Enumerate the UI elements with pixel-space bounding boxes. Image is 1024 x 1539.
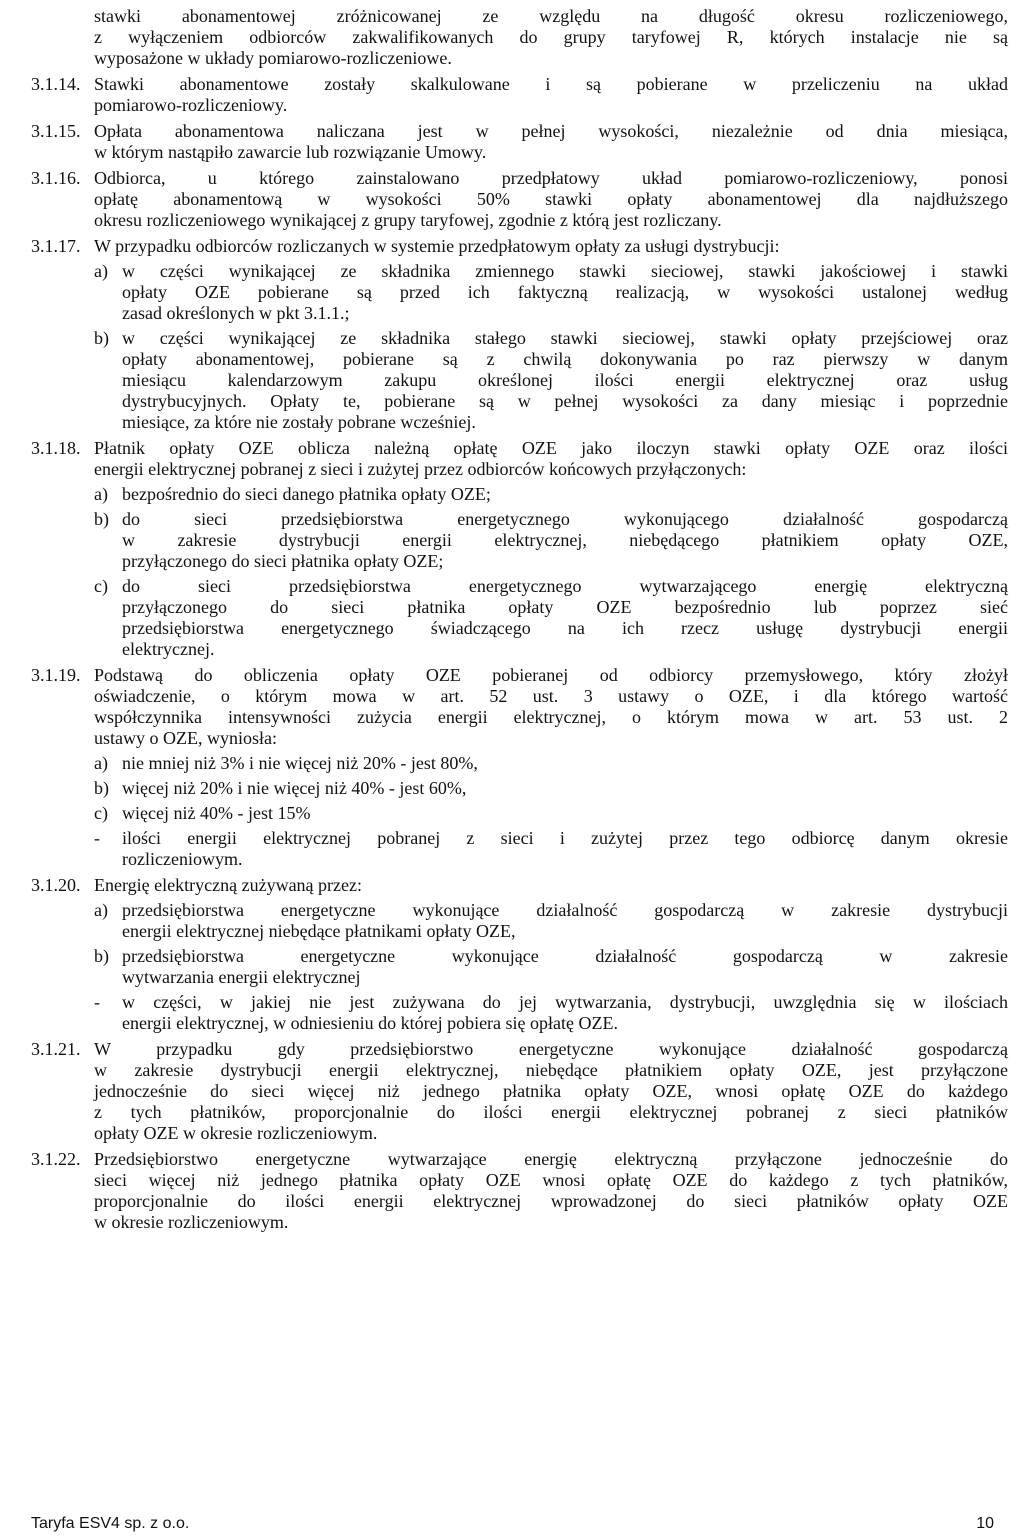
section-line (0, 189, 1024, 210)
list-item-line (0, 261, 1024, 282)
list-item-line (0, 576, 1024, 597)
list-item-line (0, 849, 1024, 870)
text-line: z tych płatników, proporcjonalnie do ilości energii elektrycznej pobranej z sieci płatników (94, 1102, 1008, 1122)
document-body (0, 6, 1024, 1233)
text-line: więcej niż 40% - jest 15% (122, 803, 311, 823)
text-line: Opłata abonamentowa naliczana jest w pełnej wysokości, niezależnie od dnia miesiąca, (94, 121, 1008, 141)
text-line: elektrycznej. (122, 639, 215, 659)
section-number: 3.1.19. (31, 665, 81, 685)
list-marker: b) (94, 778, 109, 798)
paragraph-line (0, 6, 1024, 27)
text-line: w którym nastąpiło zawarcie lub rozwiązanie Umowy. (94, 142, 487, 162)
section-line (0, 438, 1024, 459)
list-item-line (0, 639, 1024, 660)
text-line: Podstawą do obliczenia opłaty OZE pobieranej od odbiorcy przemysłowego, który złożył (94, 665, 1008, 685)
text-line: w okresie rozliczeniowym. (94, 1212, 289, 1232)
list-item-line (0, 484, 1024, 505)
text-line: proporcjonalnie do ilości energii elektrycznej wprowadzonej do sieci płatników opłaty OZE (94, 1191, 1008, 1211)
list-marker: b) (94, 328, 109, 348)
list-item-line (0, 597, 1024, 618)
section-line (0, 1212, 1024, 1233)
paragraph-line (0, 48, 1024, 69)
section-line (0, 686, 1024, 707)
list-marker: b) (94, 946, 109, 966)
section-line (0, 95, 1024, 116)
section-line (0, 74, 1024, 95)
list-item-line (0, 778, 1024, 799)
section-line (0, 459, 1024, 480)
text-line: ilości energii elektrycznej pobranej z sieci i zużytej przez tego odbiorcę danym okresie (122, 828, 1008, 848)
paragraph-line (0, 27, 1024, 48)
text-line: ustawy o OZE, wyniosła: (94, 728, 277, 748)
section-line (0, 707, 1024, 728)
section-line (0, 1123, 1024, 1144)
list-item-line (0, 530, 1024, 551)
section-number: 3.1.15. (31, 121, 81, 141)
text-line: miesiące, za które nie zostały pobrane wcześniej. (122, 412, 476, 432)
text-line: przyłączonego do sieci płatnika opłaty OZE bezpośrednio lub poprzez sieć (122, 597, 1008, 617)
text-line: energii elektrycznej niebędące płatnikami opłaty OZE, (122, 921, 516, 941)
section-line (0, 236, 1024, 257)
list-item-line (0, 1013, 1024, 1034)
text-line: opłaty abonamentowej, pobierane są z chwilą dokonywania po raz pierwszy w danym (122, 349, 1008, 369)
text-line: w zakresie dystrybucji energii elektrycznej, niebędącego płatnikiem opłaty OZE, (122, 530, 1008, 550)
text-line: przyłączonego do sieci płatnika opłaty OZE; (122, 551, 444, 571)
list-marker: a) (94, 484, 108, 504)
text-line: przedsiębiorstwa energetycznego świadczącego na ich rzecz usługę dystrybucji energii (122, 618, 1008, 638)
text-line: w części, w jakiej nie jest zużywana do jej wytwarzania, dystrybucji, uwzględnia się w ilościach (122, 992, 1008, 1012)
text-line: przedsiębiorstwa energetyczne wykonujące działalność gospodarczą w zakresie (122, 946, 1008, 966)
list-item-line (0, 900, 1024, 921)
text-line: współczynnika intensywności zużycia energii elektrycznej, o którym mowa w art. 53 ust. 2 (94, 707, 1008, 727)
text-line: do sieci przedsiębiorstwa energetycznego wytwarzającego energię elektryczną (122, 576, 1008, 596)
list-marker: c) (94, 803, 108, 823)
section-line (0, 1170, 1024, 1191)
text-line: opłaty OZE pobierane są przed ich faktyczną realizacją, w wysokości ustalonej według (122, 282, 1008, 302)
section-number: 3.1.20. (31, 875, 81, 895)
list-item-line (0, 753, 1024, 774)
text-line: Przedsiębiorstwo energetyczne wytwarzające energię elektryczną przyłączone jednocześnie do (94, 1149, 1008, 1169)
text-line: dystrybucyjnych. Opłaty te, pobierane są w pełnej wysokości za dany miesiąc i poprzednie (122, 391, 1008, 411)
text-line: przedsiębiorstwa energetyczne wykonujące działalność gospodarczą w zakresie dystrybucji (122, 900, 1008, 920)
list-marker: c) (94, 576, 108, 596)
list-item-line (0, 282, 1024, 303)
text-line: wytwarzania energii elektrycznej (122, 967, 361, 987)
text-line: miesiącu kalendarzowym zakupu określonej ilości energii elektrycznej oraz usług (122, 370, 1008, 390)
text-line: więcej niż 20% i nie więcej niż 40% - jest 60%, (122, 778, 467, 798)
list-item-line (0, 551, 1024, 572)
section-line (0, 121, 1024, 142)
section-line (0, 875, 1024, 896)
text-line: w zakresie dystrybucji energii elektrycznej, niebędące płatnikiem opłaty OZE, jest przyłączone (94, 1060, 1008, 1080)
text-line: Płatnik opłaty OZE oblicza należną opłatę OZE jako iloczyn stawki opłaty OZE oraz ilości (94, 438, 1008, 458)
list-item-line (0, 349, 1024, 370)
section-number: 3.1.22. (31, 1149, 81, 1169)
section-line (0, 1039, 1024, 1060)
text-line: zasad określonych w pkt 3.1.1.; (122, 303, 350, 323)
section-number: 3.1.16. (31, 168, 81, 188)
section-line (0, 728, 1024, 749)
text-line: pomiarowo-rozliczeniowy. (94, 95, 288, 115)
text-line: w części wynikającej ze składnika stałego stawki sieciowej, stawki opłaty przejściowej oraz (122, 328, 1008, 348)
text-line: oświadczenie, o którym mowa w art. 52 ust. 3 ustawy o OZE, i dla którego wartość (94, 686, 1008, 706)
section-number: 3.1.18. (31, 438, 81, 458)
list-marker: a) (94, 900, 108, 920)
section-line (0, 1191, 1024, 1212)
footer-company: Taryfa ESV4 sp. z o.o. (31, 1515, 190, 1532)
text-line: energii elektrycznej pobranej z sieci i zużytej przez odbiorców końcowych przyłączonych: (94, 459, 747, 479)
list-item-line (0, 803, 1024, 824)
section-number: 3.1.14. (31, 74, 81, 94)
list-item-line (0, 828, 1024, 849)
section-line (0, 1060, 1024, 1081)
text-line: okresu rozliczeniowego wynikającej z grupy taryfowej, zgodnie z którą jest rozliczany. (94, 210, 722, 230)
text-line: stawki abonamentowej zróżnicowanej ze względu na długość okresu rozliczeniowego, (94, 6, 1008, 26)
text-line: do sieci przedsiębiorstwa energetycznego wykonującego działalność gospodarczą (122, 509, 1008, 529)
list-item-line (0, 509, 1024, 530)
text-line: bezpośrednio do sieci danego płatnika opłaty OZE; (122, 484, 491, 504)
section-line (0, 1149, 1024, 1170)
section-line (0, 665, 1024, 686)
text-line: energii elektrycznej, w odniesieniu do której pobiera się opłatę OZE. (122, 1013, 619, 1033)
list-marker: - (94, 992, 100, 1012)
list-item-line (0, 967, 1024, 988)
list-item-line (0, 303, 1024, 324)
list-item-line (0, 412, 1024, 433)
text-line: jednocześnie do sieci więcej niż jednego płatnika opłaty OZE, wnosi opłatę OZE do każdego (94, 1081, 1008, 1101)
text-line: W przypadku odbiorców rozliczanych w systemie przedpłatowym opłaty za usługi dystrybucji: (94, 236, 780, 256)
list-marker: - (94, 828, 100, 848)
text-line: wyposażone w układy pomiarowo-rozliczeniowe. (94, 48, 452, 68)
section-line (0, 168, 1024, 189)
list-item-line (0, 391, 1024, 412)
list-marker: a) (94, 753, 108, 773)
text-line: nie mniej niż 3% i nie więcej niż 20% - jest 80%, (122, 753, 478, 773)
text-line: Odbiorca, u którego zainstalowano przedpłatowy układ pomiarowo-rozliczeniowy, ponosi (94, 168, 1008, 188)
list-item-line (0, 992, 1024, 1013)
text-line: W przypadku gdy przedsiębiorstwo energetyczne wykonujące działalność gospodarczą (94, 1039, 1008, 1059)
section-line (0, 210, 1024, 231)
list-marker: a) (94, 261, 108, 281)
text-line: sieci więcej niż jednego płatnika opłaty OZE wnosi opłatę OZE do każdego z tych płatników, (94, 1170, 1008, 1190)
section-number: 3.1.21. (31, 1039, 81, 1059)
text-line: opłaty OZE w okresie rozliczeniowym. (94, 1123, 378, 1143)
list-item-line (0, 921, 1024, 942)
section-line (0, 1081, 1024, 1102)
list-item-line (0, 370, 1024, 391)
section-number: 3.1.17. (31, 236, 81, 256)
section-line (0, 142, 1024, 163)
list-marker: b) (94, 509, 109, 529)
list-item-line (0, 328, 1024, 349)
list-item-line (0, 946, 1024, 967)
text-line: Stawki abonamentowe zostały skalkulowane i są pobierane w przeliczeniu na układ (94, 74, 1008, 94)
text-line: z wyłączeniem odbiorców zakwalifikowanych do grupy taryfowej R, których instalacje nie są (94, 27, 1008, 47)
text-line: rozliczeniowym. (122, 849, 243, 869)
page-number: 10 (976, 1515, 994, 1532)
page-footer (0, 1515, 1024, 1537)
section-line (0, 1102, 1024, 1123)
text-line: Energię elektryczną zużywaną przez: (94, 875, 363, 895)
text-line: w części wynikającej ze składnika zmiennego stawki sieciowej, stawki jakościowej i stawki (122, 261, 1008, 281)
list-item-line (0, 618, 1024, 639)
text-line: opłatę abonamentową w wysokości 50% stawki opłaty abonamentowej dla najdłuższego (94, 189, 1008, 209)
